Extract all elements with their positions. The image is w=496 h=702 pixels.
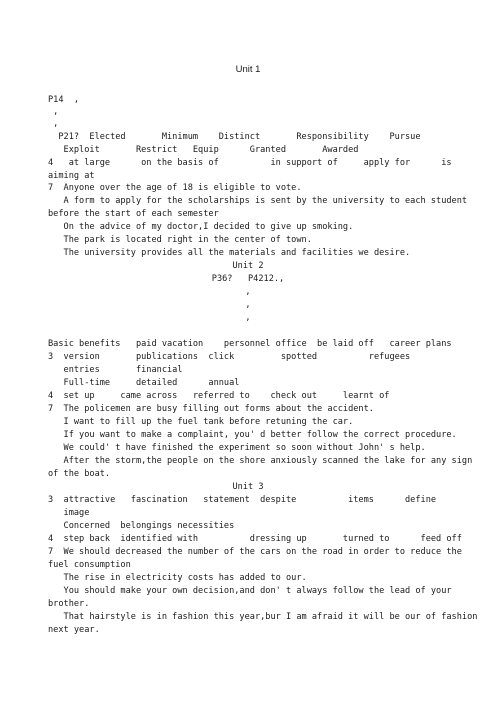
text-line: P21? Elected Minimum Distinct Responsibility Pursue xyxy=(48,132,421,142)
text-line: 3 attractive fascination statement despite items define xyxy=(48,495,437,505)
text-line: That hairstyle is in fashion this year,bur I am afraid it will be our of fashion xyxy=(48,612,478,622)
text-line: , xyxy=(245,300,251,310)
text-line: , xyxy=(245,313,251,323)
text-line: aiming at xyxy=(48,171,95,181)
text-line: 7 The policemen are busy filling out forms about the accident. xyxy=(48,404,374,414)
text-line: 4 step back identified with dressing up turned to feed off xyxy=(48,534,462,544)
text-line: A form to apply for the scholarships is sent by the university to each student xyxy=(48,196,468,206)
text-line: Basic benefits paid vacation personnel office be laid off career plans xyxy=(48,339,452,349)
unit2-heading: Unit 2 xyxy=(232,261,264,271)
text-line: , xyxy=(48,107,59,117)
text-line: , xyxy=(245,287,251,297)
text-line: fuel consumption xyxy=(48,560,131,570)
text-line: Full-time detailed annual xyxy=(48,378,240,388)
text-line: If you want to make a complaint, you' d better follow the correct procedure. xyxy=(48,430,457,440)
text-line: image xyxy=(48,508,90,518)
document-title: Unit 1 xyxy=(235,64,261,75)
text-line: 3 version publications click spotted refugees xyxy=(48,352,411,362)
text-line: You should make your own decision,and don' t always follow the lead of your xyxy=(48,586,452,596)
unit2-subheading: P36? P4212., xyxy=(211,274,285,284)
text-line: I want to fill up the fuel tank before retuning the car. xyxy=(48,417,354,427)
text-line: 4 set up came across referred to check out learnt of xyxy=(48,391,390,401)
unit3-heading: Unit 3 xyxy=(232,482,264,492)
text-line: The university provides all the materials and facilities we desire. xyxy=(48,248,411,258)
text-line: Concerned belongings necessities xyxy=(48,521,235,531)
text-line: entries financial xyxy=(48,365,183,375)
text-line: We could' t have finished the experiment so soon without John' s help. xyxy=(48,443,426,453)
text-line: before the start of each semester xyxy=(48,209,219,219)
text-line: 7 Anyone over the age of 18 is eligible to vote. xyxy=(48,183,302,193)
text-line: After the storm,the people on the shore anxiously scanned the lake for any sign xyxy=(48,456,473,466)
text-line: The park is located right in the center of town. xyxy=(48,235,312,245)
text-line: brother. xyxy=(48,599,90,609)
text-line: The rise in electricity costs has added to our. xyxy=(48,573,307,583)
text-line: On the advice of my doctor,I decided to give up smoking. xyxy=(48,222,354,232)
text-line: Exploit Restrict Equip Granted Awarded xyxy=(48,145,359,155)
text-line: next year. xyxy=(48,625,100,635)
text-line: 7 We should decreased the number of the cars on the road in order to reduce the xyxy=(48,547,462,557)
text-line: 4 at large on the basis of in support of apply for is xyxy=(48,158,452,168)
text-line: of the boat. xyxy=(48,469,111,479)
text-line: P14 , xyxy=(48,95,80,105)
text-line: , xyxy=(48,119,59,129)
